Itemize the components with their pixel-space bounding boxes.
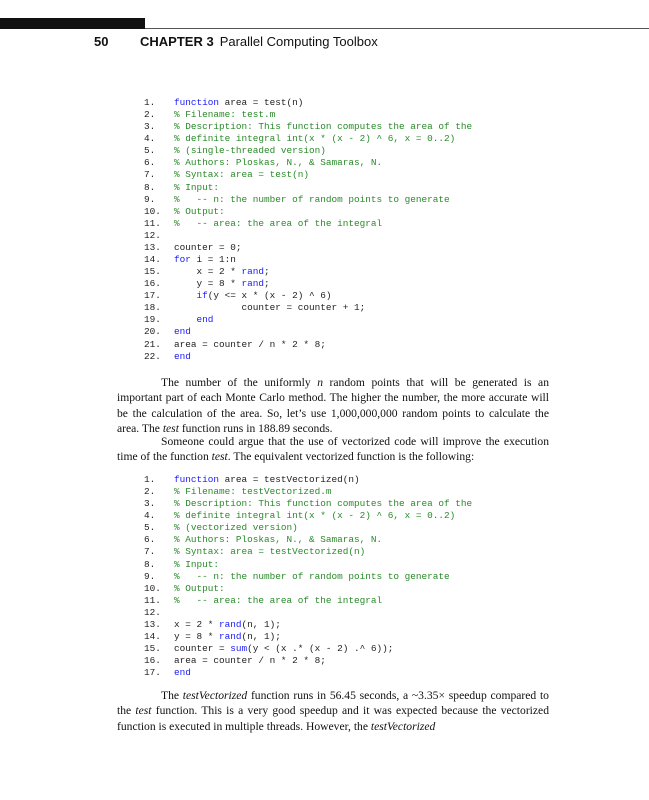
code-line: 4. % definite integral int(x * (x - 2) ^ 6, x = 0..2) (144, 510, 456, 522)
chapter-label: CHAPTER 3 (140, 34, 214, 49)
code-line: 9. % -- n: the number of random points to generate (144, 193, 450, 205)
code-line: 3. % Description: This function computes the area of the (144, 121, 473, 133)
paragraph-speedup: The testVectorized function runs in 56.45 seconds, a ~3.35× speedup compared to the test function. This is a very good speedup and it was expected because the vectorized function is executed in multiple threads. However, the testVectorized (117, 689, 549, 733)
code-line: 3. % Description: This function computes the area of the (144, 498, 473, 510)
page-header (94, 34, 378, 49)
code-line: 5. % (vectorized version) (144, 522, 298, 534)
top-black-bar (0, 18, 145, 29)
code-listing-test (144, 97, 472, 363)
code-line: 22. end (144, 350, 191, 362)
code-line: 7. % Syntax: area = test(n) (144, 169, 310, 181)
code-line: 17. end (144, 667, 191, 679)
code-line: 14. for i = 1:n (144, 254, 236, 266)
code-line: 13. x = 2 * rand(n, 1); (144, 618, 281, 630)
code-line: 14. y = 8 * rand(n, 1); (144, 631, 281, 643)
code-line: 19. end (144, 314, 214, 326)
code-line: 2. % Filename: testVectorized.m (144, 486, 332, 498)
code-line: 1. function area = test(n) (144, 97, 304, 108)
code-line: 9. % -- n: the number of random points to generate (144, 570, 450, 582)
code-line: 1. function area = testVectorized(n) (144, 474, 360, 485)
code-line: 11. % -- area: the area of the integral (144, 217, 383, 229)
page-number: 50 (94, 34, 109, 49)
code-line: 15. x = 2 * rand; (144, 266, 270, 278)
paragraph-monte-carlo: The number of the uniformly n random points that will be generated is an important part of each Monte Carlo method. The higher the number, the more accurate will be the calculation of the area. So, let’s use 1,000,000,000 random points to calculate the area. The test function runs in 188.89 seconds. (117, 376, 550, 435)
code-line: 10. % Output: (144, 582, 225, 594)
code-line: 16. area = counter / n * 2 * 8; (144, 655, 326, 667)
code-line: 8. % Input: (144, 181, 220, 193)
code-line: 10. % Output: (144, 205, 225, 217)
top-rule (145, 28, 649, 29)
code-line: 6. % Authors: Ploskas, N., & Samaras, N. (144, 534, 383, 546)
code-line: 6. % Authors: Ploskas, N., & Samaras, N. (144, 157, 383, 169)
code-line: 5. % (single-threaded version) (144, 145, 326, 157)
code-line: 13. counter = 0; (144, 241, 242, 253)
code-line: 12. (144, 229, 161, 241)
code-listing-testvectorized (144, 474, 472, 679)
code-line: 11. % -- area: the area of the integral (144, 594, 383, 606)
code-line: 8. % Input: (144, 558, 220, 570)
code-line: 17. if(y <= x * (x - 2) ^ 6) (144, 290, 332, 302)
code-line: 7. % Syntax: area = testVectorized(n) (144, 546, 366, 558)
code-line: 20. end (144, 326, 191, 338)
code-line: 16. y = 8 * rand; (144, 278, 270, 290)
code-line: 4. % definite integral int(x * (x - 2) ^ 6, x = 0..2) (144, 133, 456, 145)
code-line: 21. area = counter / n * 2 * 8; (144, 338, 326, 350)
chapter-title: Parallel Computing Toolbox (219, 34, 378, 49)
code-line: 15. counter = sum(y < (x .* (x - 2) .^ 6)); (144, 643, 394, 655)
code-line: 12. (144, 606, 161, 618)
code-line: 18. counter = counter + 1; (144, 302, 366, 314)
paragraph-vectorized-intro: Someone could argue that the use of vectorized code will improve the execution time of the function test. The equivalent vectorized function is the following: (117, 435, 549, 464)
code-line: 2. % Filename: test.m (144, 109, 276, 121)
